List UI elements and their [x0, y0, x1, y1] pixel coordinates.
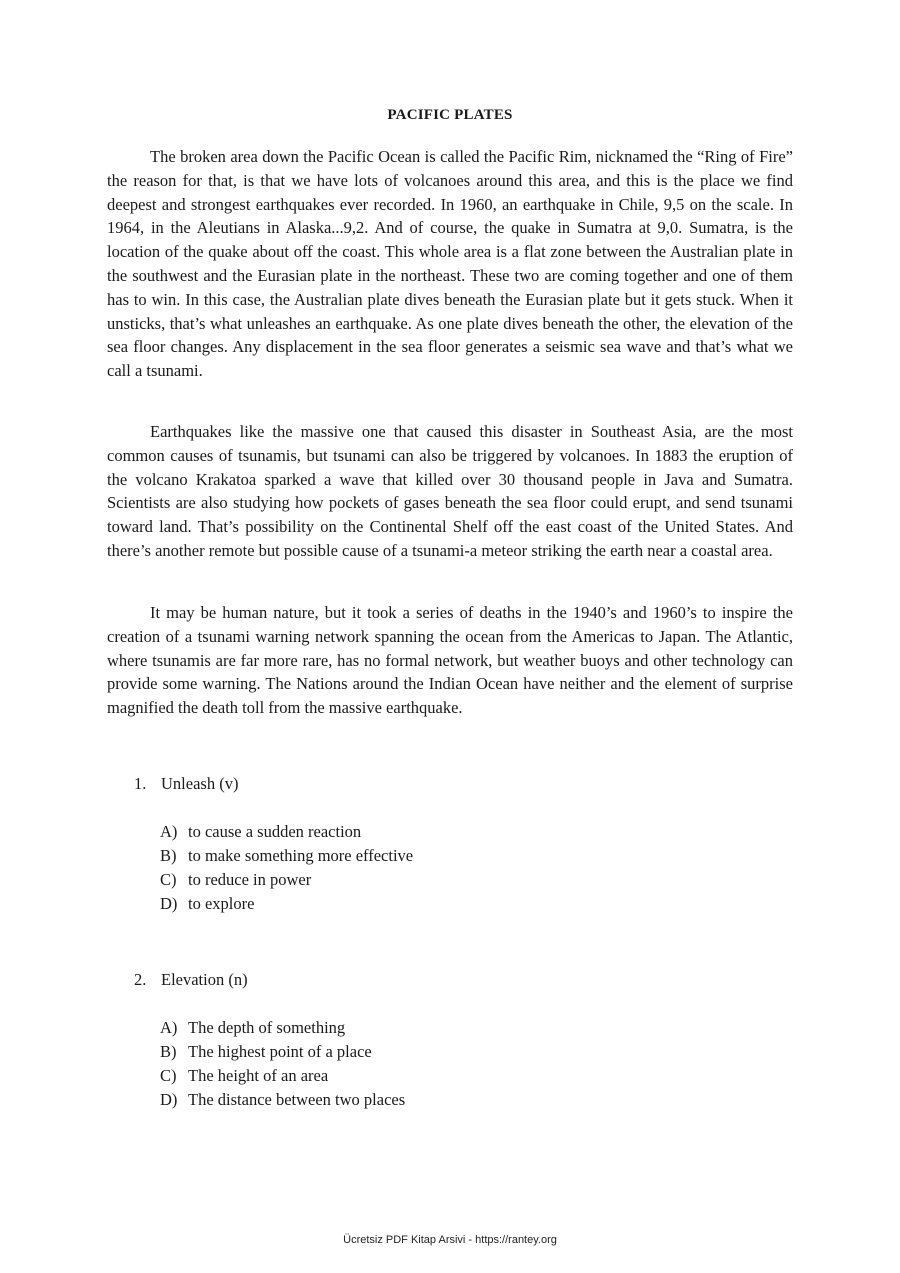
option-d [160, 892, 413, 916]
option-text: to make something more effective [188, 846, 414, 865]
option-letter: D) [160, 894, 178, 913]
option-letter: B) [160, 846, 177, 865]
option-letter: C) [160, 870, 177, 889]
question-term: Unleash (v) [161, 774, 239, 793]
paragraph-3: It may be human nature, but it took a series of deaths in the 1940’s and 1960’s to inspire the creation of a tsunami warning network spanning the ocean from the Americas to Japan. The Atlantic, where tsunamis are far more rare, has no formal network, but weather buoys and other technology can provide some warning. The Nations around the Indian Ocean have neither and the element of surprise magnified the death toll from the massive earthquake. [107, 603, 793, 718]
option-letter: D) [160, 1090, 178, 1109]
option-c [160, 868, 413, 892]
question-number: 1. [134, 774, 147, 793]
option-a [160, 1016, 405, 1040]
option-text: The height of an area [188, 1066, 329, 1085]
option-letter: C) [160, 1066, 177, 1085]
question-1 [134, 774, 238, 794]
question-term: Elevation (n) [161, 970, 248, 989]
option-text: The distance between two places [188, 1090, 406, 1109]
option-letter: A) [160, 822, 178, 841]
option-text: to reduce in power [188, 870, 312, 889]
option-text: to explore [188, 894, 255, 913]
document-title: PACIFIC PLATES [387, 107, 513, 123]
question-2 [134, 970, 248, 990]
option-text: to cause a sudden reaction [188, 822, 362, 841]
question-2-options [160, 1016, 405, 1112]
option-b [160, 1040, 405, 1064]
option-b [160, 844, 413, 868]
option-text: The depth of something [188, 1018, 346, 1037]
question-1-options [160, 820, 413, 916]
paragraph-1: The broken area down the Pacific Ocean is called the Pacific Rim, nicknamed the “Ring of Fire” the reason for that, is that we have lots of volcanoes around this area, and this is the place we find deepest and strongest earthquakes ever recorded. In 1960, an earthquake in Chile, 9,5 on the scale. In 1964, in the Aleutians in Alaska...9,2. And of course, the quake in Sumatra at 9,0. Sumatra, is the location of the quake about off the coast. This whole area is a flat zone between the Australian plate in the southwest and the Eurasian plate in the northeast. These two are coming together and one of them has to win. In this case, the Australian plate dives beneath the Eurasian plate but it gets stuck. When it unsticks, that’s what unleashes an earthquake. As one plate dives beneath the other, the elevation of the sea floor changes. Any displacement in the sea floor generates a seismic sea wave and that’s what we call a tsunami. [107, 147, 793, 381]
option-a [160, 820, 413, 844]
option-c [160, 1064, 405, 1088]
page-footer: Ücretsiz PDF Kitap Arsivi - https://rantey.org [343, 1234, 557, 1246]
option-text: The highest point of a place [188, 1042, 372, 1061]
option-letter: A) [160, 1018, 178, 1037]
option-d [160, 1088, 405, 1112]
question-number: 2. [134, 970, 147, 989]
option-letter: B) [160, 1042, 177, 1061]
paragraph-2: Earthquakes like the massive one that caused this disaster in Southeast Asia, are the most common causes of tsunamis, but tsunami can also be triggered by volcanoes. In 1883 the eruption of the volcano Krakatoa sparked a wave that killed over 30 thousand people in Java and Sumatra. Scientists are also studying how pockets of gases beneath the sea floor could erupt, and send tsunami toward land. That’s possibility on the Continental Shelf off the east coast of the United States. And there’s another remote but possible cause of a tsunami-a meteor striking the earth near a coastal area. [107, 422, 793, 560]
